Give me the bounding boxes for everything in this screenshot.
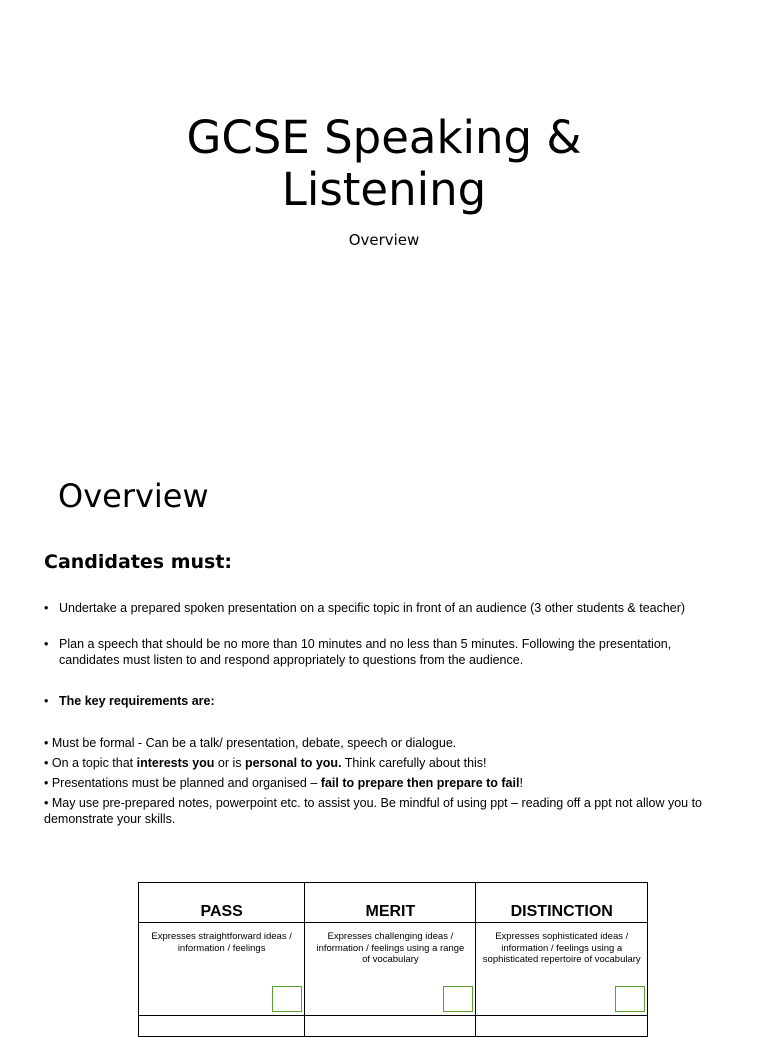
requirement-planning — [44, 775, 720, 791]
grade-header-merit: MERIT — [305, 883, 476, 923]
bullet-symbol: • — [44, 601, 49, 615]
bullet-list-item — [44, 600, 720, 616]
slide-title — [0, 112, 768, 216]
grade-description-merit: Expresses challenging ideas / information / feelings using a range of vocabulary — [316, 931, 465, 965]
bullet-list-item — [44, 636, 720, 668]
grade-cell-merit — [305, 923, 476, 1016]
key-requirements-label: The key requirements are: — [59, 694, 215, 708]
slide-title-line-1: GCSE Speaking & — [186, 111, 582, 164]
grade-table-header-row — [139, 883, 648, 923]
requirement-topic-bold-2: personal to you. — [245, 756, 342, 770]
merit-checkbox[interactable] — [443, 986, 473, 1012]
requirement-topic-suffix: Think carefully about this! — [341, 756, 487, 770]
bullet-symbol: • — [44, 694, 49, 708]
slide-title-line-2: Listening — [281, 163, 487, 216]
overview-title: Overview — [58, 477, 209, 515]
grade-table-row — [139, 923, 648, 1016]
requirement-notes: • May use pre-prepared notes, powerpoint etc. to assist you. Be mindful of using ppt – reading off a ppt not allow you to demonstrate your skills. — [44, 796, 703, 826]
pass-checkbox[interactable] — [272, 986, 302, 1012]
grade-table — [138, 882, 648, 1037]
grade-table-row — [139, 1016, 648, 1037]
candidates-heading: Candidates must: — [44, 551, 233, 573]
requirement-formal: • Must be formal - Can be a talk/ presentation, debate, speech or dialogue. — [44, 736, 457, 750]
slide-subtitle: Overview — [348, 231, 420, 249]
bullet-list-item — [44, 693, 720, 709]
requirement-topic-prefix: • On a topic that — [44, 756, 137, 770]
grade-header-pass: PASS — [139, 883, 305, 923]
grade-header-distinction: DISTINCTION — [476, 883, 648, 923]
distinction-checkbox[interactable] — [615, 986, 645, 1012]
grade-description-pass: Expresses straightforward ideas / information / feelings — [151, 931, 292, 954]
grade-cell-empty — [305, 1016, 476, 1037]
requirements-list — [44, 735, 720, 827]
grade-cell-pass — [139, 923, 305, 1016]
grade-cell-empty — [139, 1016, 305, 1037]
requirement-planning-bold: fail to prepare then prepare to fail — [320, 776, 520, 790]
bullet-symbol: • — [44, 637, 49, 651]
requirement-planning-prefix: • Presentations must be planned and organised – — [44, 776, 321, 790]
bullet-text: Undertake a prepared spoken presentation on a specific topic in front of an audience (3 other students & teacher) — [59, 601, 686, 615]
requirement-topic — [44, 755, 720, 771]
requirement-topic-bold-1: interests you — [136, 756, 215, 770]
grade-cell-distinction — [476, 923, 648, 1016]
requirement-planning-suffix: ! — [519, 776, 523, 790]
grade-description-distinction: Expresses sophisticated ideas / information / feelings using a sophisticated repertoire of vocabulary — [482, 931, 641, 965]
grade-cell-empty — [476, 1016, 648, 1037]
requirement-topic-mid: or is — [214, 756, 245, 770]
bullet-text: Plan a speech that should be no more than 10 minutes and no less than 5 minutes. Following the presentation, candidates must listen to and respond appropriately to questions from the audience. — [59, 637, 672, 667]
